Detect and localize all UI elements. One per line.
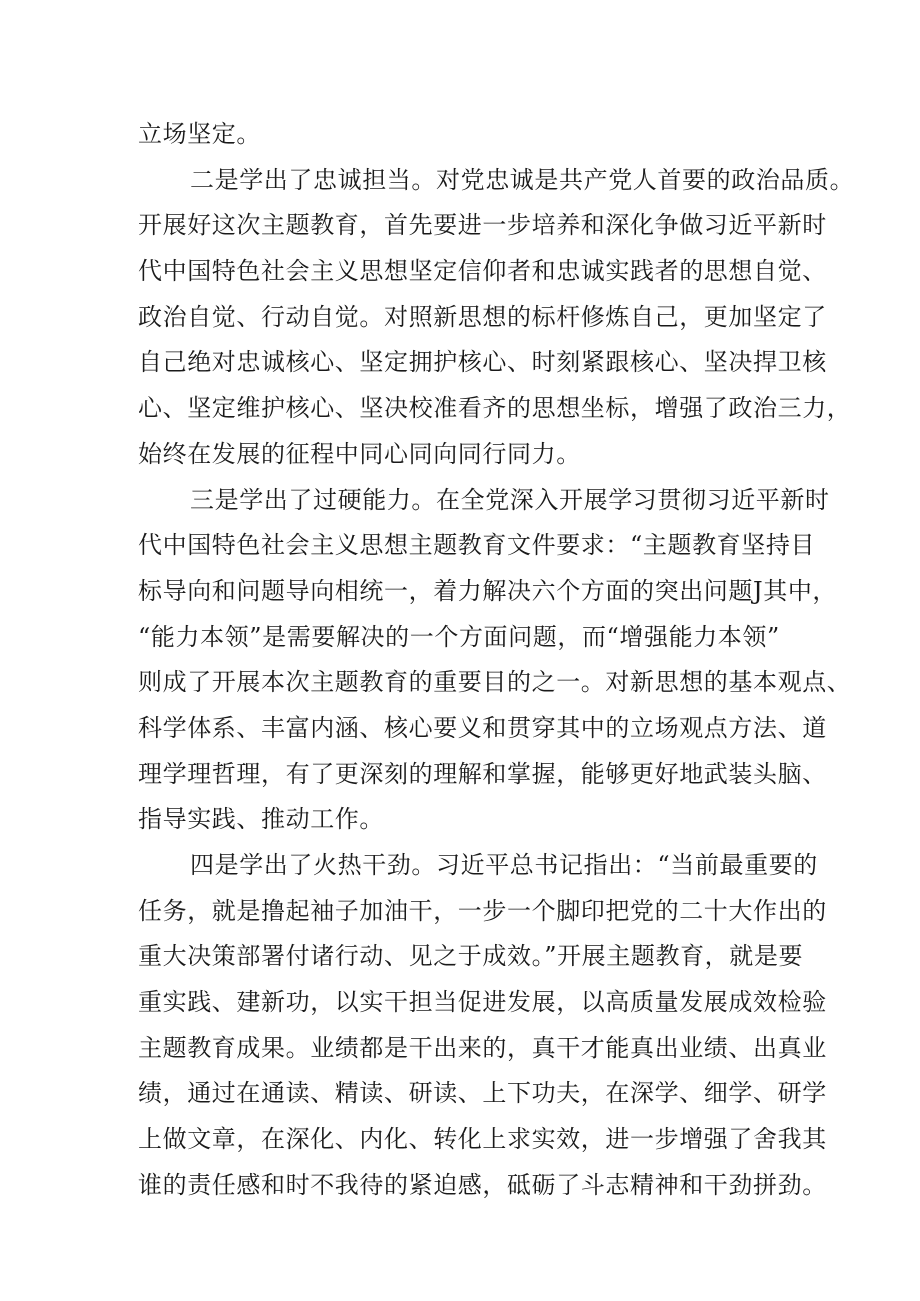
text-line: 心、坚定维护核心、坚决校准看齐的思想坐标，增强了政治三力，	[138, 394, 852, 423]
paragraph-2	[138, 158, 855, 478]
text-line: 自己绝对忠诚核心、坚定拥护核心、时刻紧跟核心、坚决捍卫核	[138, 348, 827, 377]
text-line: 代中国特色社会主义思想主题教育文件要求：“主题教育坚持目	[138, 531, 816, 560]
text-line: 始终在发展的征程中同心同向同行同力。	[138, 439, 581, 468]
text-line: 重大决策部署付诸行动、见之于成效。”开展主题教育，就是要	[138, 942, 804, 971]
text-line: 二是学出了忠诚担当。对党忠诚是共产党人首要的政治品质。	[190, 165, 855, 194]
paragraph-4	[138, 843, 827, 1209]
text-line: 主题教育成果。业绩都是干出来的，真干才能真出业绩、出真业	[138, 1033, 827, 1062]
text-line: 三是学出了过硬能力。在全党深入开展学习贯彻习近平新时	[190, 485, 830, 514]
text-line: 绩，通过在通读、精读、研读、上下功夫，在深学、细学、研学	[138, 1079, 827, 1108]
text-line: 则成了开展本次主题教育的重要目的之一。对新思想的基本观点、	[138, 668, 852, 697]
text-line: 立场坚定。	[138, 120, 261, 148]
text-line: 标导向和问题导向相统一，着力解决六个方面的突出问题J其中，	[138, 576, 838, 605]
text-line: 指导实践、推动工作。	[138, 805, 384, 834]
text-line: 重实践、建新功，以实干担当促进发展，以高质量发展成效检验	[138, 988, 827, 1017]
text-line: 任务，就是撸起袖子加油干，一步一个脚印把党的二十大作出的	[138, 896, 827, 925]
text-line: 四是学出了火热干劲。习近平总书记指出：“当前最重要的	[190, 851, 818, 879]
document-body	[138, 112, 855, 1209]
text-line: 科学体系、丰富内涵、核心要义和贯穿其中的立场观点方法、道	[138, 713, 827, 742]
text-line: 上做文章，在深化、内化、转化上求实效，进一步增强了舍我其	[138, 1125, 827, 1154]
text-line: 谁的责任感和时不我待的紧迫感，砥砺了斗志精神和干劲拼劲。	[138, 1170, 827, 1199]
paragraph-3	[138, 478, 852, 844]
text-line: 理学理哲理，有了更深刻的理解和掌握，能够更好地武装头脑、	[138, 759, 827, 788]
text-line: 代中国特色社会主义思想坚定信仰者和忠诚实践者的思想自觉、	[138, 257, 827, 286]
paragraph-1	[138, 112, 794, 158]
text-line: “能力本领”是需要解决的一个方面问题，而“增强能力本领”	[138, 622, 780, 651]
text-line: 开展好这次主题教育，首先要进一步培养和深化争做习近平新时	[138, 211, 827, 240]
text-line: 政治自觉、行动自觉。对照新思想的标杆修炼自己，更加坚定了	[138, 302, 827, 331]
